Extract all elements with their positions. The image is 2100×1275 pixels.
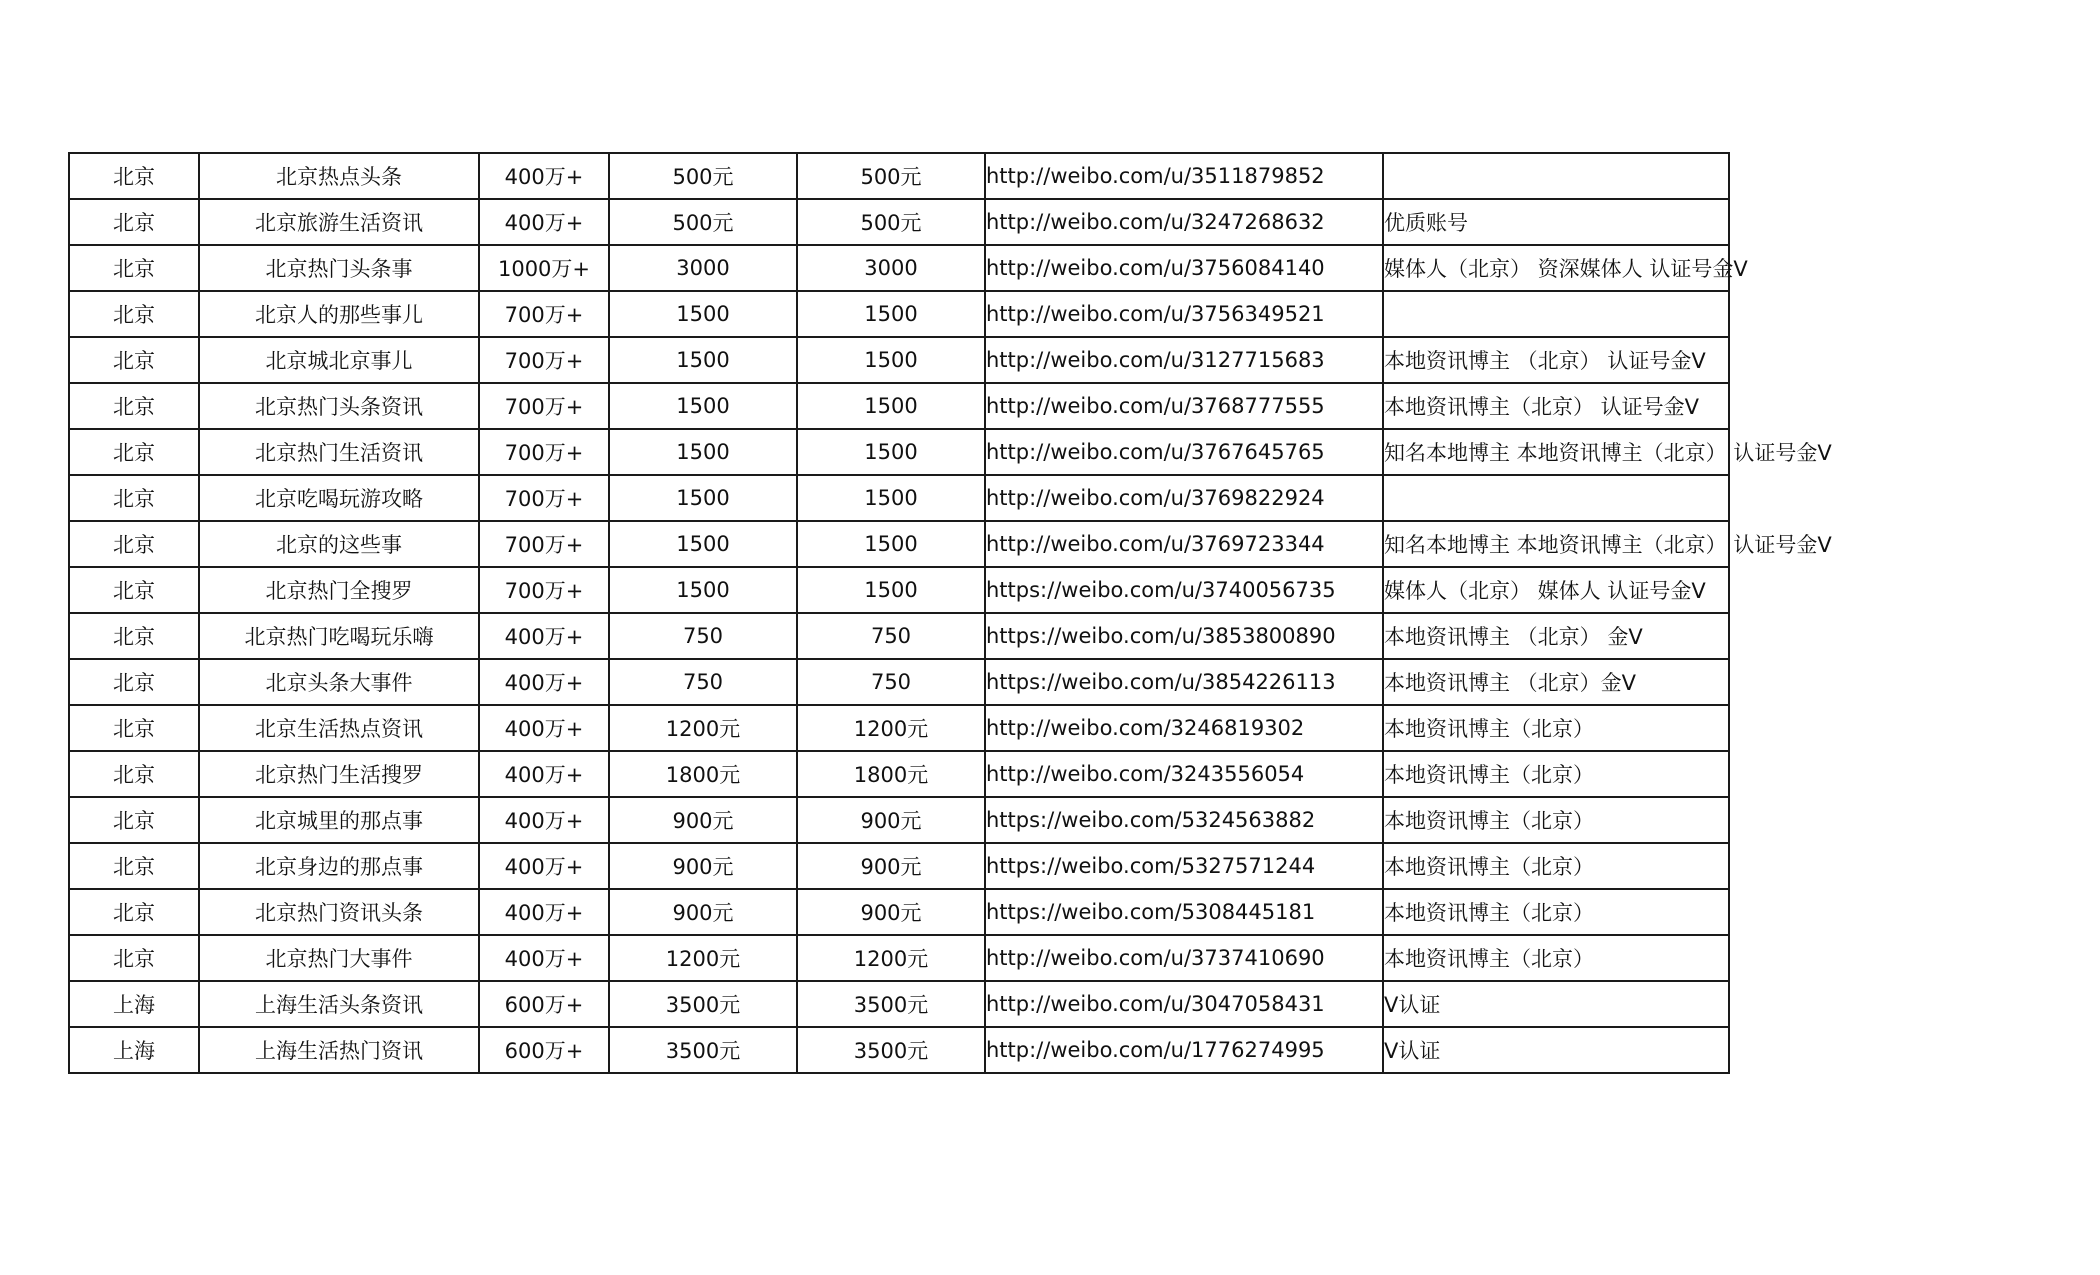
profile-url-cell: http://weibo.com/u/3127715683	[985, 337, 1383, 383]
account-name-cell: 北京热门头条资讯	[199, 383, 479, 429]
followers-cell: 600万+	[479, 1027, 609, 1073]
city-cell: 北京	[69, 659, 199, 705]
table-row	[69, 521, 1729, 567]
account-name-cell: 北京生活热点资讯	[199, 705, 479, 751]
table-row	[69, 751, 1729, 797]
city-cell: 北京	[69, 843, 199, 889]
price-a-cell: 1200元	[609, 705, 797, 751]
price-a-cell: 1200元	[609, 935, 797, 981]
account-name-cell: 北京头条大事件	[199, 659, 479, 705]
price-b-cell: 1200元	[797, 935, 985, 981]
price-a-cell: 1500	[609, 291, 797, 337]
note-cell: V认证	[1383, 1027, 1729, 1073]
followers-cell: 700万+	[479, 429, 609, 475]
followers-cell: 400万+	[479, 153, 609, 199]
profile-url-cell: https://weibo.com/5324563882	[985, 797, 1383, 843]
followers-cell: 400万+	[479, 659, 609, 705]
table-row	[69, 567, 1729, 613]
price-b-cell: 1500	[797, 337, 985, 383]
account-name-cell: 北京旅游生活资讯	[199, 199, 479, 245]
table-row	[69, 291, 1729, 337]
city-cell: 北京	[69, 337, 199, 383]
note-cell	[1383, 291, 1729, 337]
price-b-cell: 1500	[797, 383, 985, 429]
city-cell: 北京	[69, 751, 199, 797]
price-a-cell: 500元	[609, 153, 797, 199]
price-b-cell: 750	[797, 659, 985, 705]
price-b-cell: 500元	[797, 153, 985, 199]
city-cell: 北京	[69, 245, 199, 291]
account-name-cell: 上海生活头条资讯	[199, 981, 479, 1027]
followers-cell: 700万+	[479, 291, 609, 337]
followers-cell: 400万+	[479, 751, 609, 797]
price-b-cell: 1500	[797, 429, 985, 475]
followers-cell: 400万+	[479, 935, 609, 981]
account-name-cell: 北京城里的那点事	[199, 797, 479, 843]
table-row	[69, 843, 1729, 889]
table-body	[69, 153, 1832, 1073]
profile-url-cell: http://weibo.com/u/1776274995	[985, 1027, 1383, 1073]
table-row	[69, 1027, 1729, 1073]
account-name-cell: 北京热门生活资讯	[199, 429, 479, 475]
city-cell: 北京	[69, 383, 199, 429]
note-cell: 本地资讯博主（北京）	[1383, 843, 1729, 889]
city-cell: 北京	[69, 567, 199, 613]
table-row	[69, 705, 1729, 751]
price-a-cell: 3500元	[609, 1027, 797, 1073]
account-name-cell: 北京的这些事	[199, 521, 479, 567]
profile-url-cell: http://weibo.com/u/3756349521	[985, 291, 1383, 337]
note-cell: V认证	[1383, 981, 1729, 1027]
note-cell: 本地资讯博主（北京）	[1383, 889, 1729, 935]
note-cell	[1383, 153, 1729, 199]
note-cell: 本地资讯博主 （北京） 认证号金V	[1383, 337, 1729, 383]
note-cell: 本地资讯博主（北京）	[1383, 705, 1729, 751]
price-a-cell: 1500	[609, 475, 797, 521]
table-row	[69, 383, 1729, 429]
table-row	[69, 613, 1729, 659]
price-b-cell: 900元	[797, 889, 985, 935]
account-name-cell: 上海生活热门资讯	[199, 1027, 479, 1073]
city-cell: 上海	[69, 1027, 199, 1073]
followers-cell: 400万+	[479, 613, 609, 659]
followers-cell: 700万+	[479, 567, 609, 613]
price-b-cell: 1500	[797, 521, 985, 567]
price-b-cell: 1500	[797, 567, 985, 613]
profile-url-cell: http://weibo.com/u/3769822924	[985, 475, 1383, 521]
note-cell: 媒体人（北京） 资深媒体人 认证号金V	[1383, 245, 1729, 291]
table-row	[69, 199, 1729, 245]
note-cell: 知名本地博主 本地资讯博主（北京） 认证号金V	[1383, 521, 1729, 567]
spreadsheet-page	[68, 152, 1832, 1074]
profile-url-cell: https://weibo.com/u/3853800890	[985, 613, 1383, 659]
city-cell: 北京	[69, 199, 199, 245]
price-a-cell: 750	[609, 613, 797, 659]
price-b-cell: 1500	[797, 475, 985, 521]
table-row	[69, 797, 1729, 843]
note-cell: 知名本地博主 本地资讯博主（北京） 认证号金V	[1383, 429, 1729, 475]
price-a-cell: 1500	[609, 383, 797, 429]
city-cell: 上海	[69, 981, 199, 1027]
city-cell: 北京	[69, 705, 199, 751]
city-cell: 北京	[69, 291, 199, 337]
price-b-cell: 3500元	[797, 981, 985, 1027]
price-a-cell: 1500	[609, 429, 797, 475]
price-b-cell: 900元	[797, 843, 985, 889]
price-a-cell: 900元	[609, 889, 797, 935]
account-name-cell: 北京热门生活搜罗	[199, 751, 479, 797]
followers-cell: 700万+	[479, 383, 609, 429]
city-cell: 北京	[69, 475, 199, 521]
profile-url-cell: https://weibo.com/5327571244	[985, 843, 1383, 889]
price-b-cell: 3500元	[797, 1027, 985, 1073]
followers-cell: 400万+	[479, 199, 609, 245]
note-cell: 本地资讯博主（北京） 认证号金V	[1383, 383, 1729, 429]
profile-url-cell: http://weibo.com/3246819302	[985, 705, 1383, 751]
city-cell: 北京	[69, 613, 199, 659]
account-name-cell: 北京城北京事儿	[199, 337, 479, 383]
profile-url-cell: https://weibo.com/u/3854226113	[985, 659, 1383, 705]
city-cell: 北京	[69, 153, 199, 199]
profile-url-cell: http://weibo.com/3243556054	[985, 751, 1383, 797]
table-row	[69, 981, 1729, 1027]
note-cell: 本地资讯博主 （北京） 金V	[1383, 613, 1729, 659]
price-a-cell: 1500	[609, 521, 797, 567]
table-row	[69, 475, 1729, 521]
price-a-cell: 3500元	[609, 981, 797, 1027]
profile-url-cell: https://weibo.com/u/3740056735	[985, 567, 1383, 613]
price-b-cell: 3000	[797, 245, 985, 291]
account-name-cell: 北京人的那些事儿	[199, 291, 479, 337]
price-a-cell: 3000	[609, 245, 797, 291]
price-b-cell: 900元	[797, 797, 985, 843]
note-cell: 本地资讯博主 （北京）金V	[1383, 659, 1729, 705]
table-row	[69, 245, 1729, 291]
table-row	[69, 429, 1729, 475]
followers-cell: 400万+	[479, 889, 609, 935]
profile-url-cell: http://weibo.com/u/3511879852	[985, 153, 1383, 199]
account-name-cell: 北京热门吃喝玩乐嗨	[199, 613, 479, 659]
followers-cell: 400万+	[479, 797, 609, 843]
price-a-cell: 1500	[609, 337, 797, 383]
price-b-cell: 1800元	[797, 751, 985, 797]
profile-url-cell: http://weibo.com/u/3737410690	[985, 935, 1383, 981]
price-a-cell: 1800元	[609, 751, 797, 797]
profile-url-cell: http://weibo.com/u/3756084140	[985, 245, 1383, 291]
account-table	[68, 152, 1832, 1074]
profile-url-cell: http://weibo.com/u/3247268632	[985, 199, 1383, 245]
city-cell: 北京	[69, 429, 199, 475]
price-b-cell: 500元	[797, 199, 985, 245]
note-cell: 本地资讯博主（北京）	[1383, 797, 1729, 843]
followers-cell: 700万+	[479, 337, 609, 383]
followers-cell: 700万+	[479, 475, 609, 521]
profile-url-cell: http://weibo.com/u/3768777555	[985, 383, 1383, 429]
table-row	[69, 889, 1729, 935]
city-cell: 北京	[69, 797, 199, 843]
city-cell: 北京	[69, 521, 199, 567]
account-name-cell: 北京身边的那点事	[199, 843, 479, 889]
profile-url-cell: http://weibo.com/u/3047058431	[985, 981, 1383, 1027]
note-cell	[1383, 475, 1729, 521]
table-row	[69, 659, 1729, 705]
followers-cell: 1000万+	[479, 245, 609, 291]
followers-cell: 600万+	[479, 981, 609, 1027]
table-row	[69, 935, 1729, 981]
price-b-cell: 1500	[797, 291, 985, 337]
followers-cell: 400万+	[479, 705, 609, 751]
price-a-cell: 900元	[609, 797, 797, 843]
price-a-cell: 500元	[609, 199, 797, 245]
note-cell: 本地资讯博主（北京）	[1383, 935, 1729, 981]
city-cell: 北京	[69, 935, 199, 981]
account-name-cell: 北京热门资讯头条	[199, 889, 479, 935]
profile-url-cell: https://weibo.com/5308445181	[985, 889, 1383, 935]
price-a-cell: 900元	[609, 843, 797, 889]
price-a-cell: 1500	[609, 567, 797, 613]
followers-cell: 700万+	[479, 521, 609, 567]
city-cell: 北京	[69, 889, 199, 935]
note-cell: 媒体人（北京） 媒体人 认证号金V	[1383, 567, 1729, 613]
price-a-cell: 750	[609, 659, 797, 705]
note-cell: 本地资讯博主（北京）	[1383, 751, 1729, 797]
account-name-cell: 北京吃喝玩游攻略	[199, 475, 479, 521]
followers-cell: 400万+	[479, 843, 609, 889]
price-b-cell: 750	[797, 613, 985, 659]
table-row	[69, 153, 1729, 199]
account-name-cell: 北京热门头条事	[199, 245, 479, 291]
account-name-cell: 北京热门全搜罗	[199, 567, 479, 613]
account-name-cell: 北京热门大事件	[199, 935, 479, 981]
profile-url-cell: http://weibo.com/u/3769723344	[985, 521, 1383, 567]
profile-url-cell: http://weibo.com/u/3767645765	[985, 429, 1383, 475]
table-row	[69, 337, 1729, 383]
price-b-cell: 1200元	[797, 705, 985, 751]
account-name-cell: 北京热点头条	[199, 153, 479, 199]
note-cell: 优质账号	[1383, 199, 1729, 245]
